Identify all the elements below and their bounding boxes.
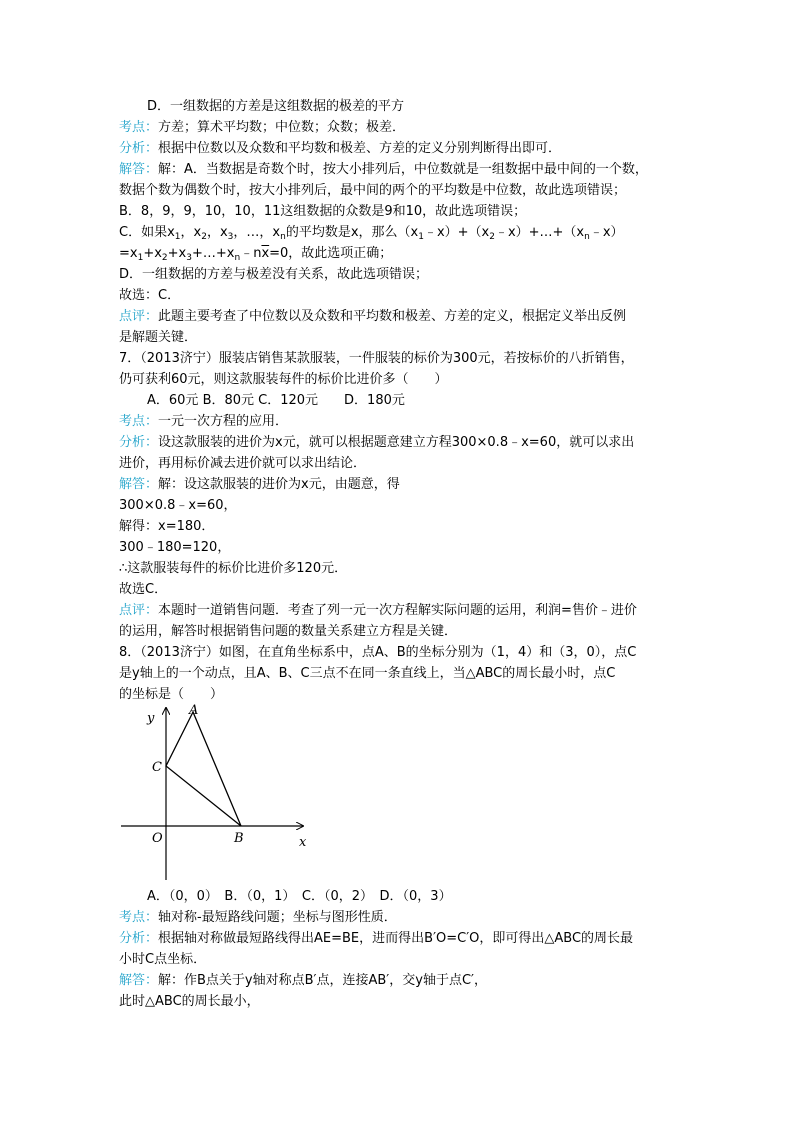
line-2: 考点：方差；算术平均数；中位数；众数；极差． (119, 120, 406, 135)
line-12: 是解题关键． (119, 330, 198, 345)
line-13: 7．（2013济宁）服装店销售某款服装，一件服装的标价为300元，若按标价的八折销售， (119, 351, 634, 366)
line-31: 考点：轴对称-最短路线问题；坐标与图形性质． (119, 910, 397, 925)
tag-dianping: 点评： (119, 309, 159, 324)
line-35: 此时△ABC的周长最小， (119, 994, 260, 1009)
line-9: D．一组数据的方差与极差没有关系，故此选项错误； (119, 267, 429, 282)
line-6: B．8，9，9，10，10，11这组数据的众数是9和10，故此选项错误； (119, 204, 527, 219)
tag-jieda: 解答： (119, 477, 159, 492)
line-27: 8．（2013济宁）如图，在直角坐标系中，点A、B的坐标分别为（1，4）和（3，0），点C (119, 645, 637, 660)
line-5: 数据个数为偶数个时，按大小排列后，最中间的两个的平均数是中位数，故此选项错误； (119, 183, 627, 198)
line-32: 分析：根据轴对称做最短路线得出AE=BE，进而得出B′O=C′O，即可得出△ABC的周长最 (119, 931, 634, 946)
label-x: x (299, 835, 307, 850)
tag-kaodian: 考点： (119, 414, 159, 429)
line-14: 仍可获利60元，则这款服装每件的标价比进价多（ ） (119, 372, 448, 387)
line-4: 解答：解：A．当数据是奇数个时，按大小排列后，中位数就是一组数据中最中间的一个数， (119, 162, 648, 177)
line-30: A．（0，0） B．（0，1） C．（0，2） D．（0，3） (147, 889, 452, 904)
triangle-abc (166, 712, 241, 826)
line-15: A．60元 B．80元 C．120元 D．180元 (147, 393, 405, 408)
line-10: 故选：C． (119, 288, 181, 303)
tag-kaodian: 考点： (119, 120, 159, 135)
tag-fenxi: 分析： (119, 435, 159, 450)
tag-fenxi: 分析： (119, 141, 159, 156)
line-29: 的坐标是（ ） (119, 687, 224, 702)
label-a: A (189, 703, 199, 718)
line-28: 是y轴上的一个动点，且A、B、C三点不在同一条直线上，当△ABC的周长最小时，点C (119, 666, 616, 681)
line-25: 点评：本题时一道销售问题．考查了列一元一次方程解实际问题的运用，利润=售价﹣进价 (119, 603, 637, 618)
line-7-formula: C．如果$x_1$，$x_2$，$x_3$，…，$x_n$的平均数是x，那么$(x_1﹣x)+(x_2﹣x)+\dots+(x_n﹣x)$ (119, 225, 624, 242)
tag-dianping: 点评： (119, 603, 159, 618)
line-21: 解得：x=180． (119, 519, 215, 534)
line-1: D．一组数据的方差是这组数据的极差的平方 (147, 99, 405, 114)
line-3: 分析：根据中位数以及众数和平均数和极差、方差的定义分别判断得出即可． (119, 141, 562, 156)
line-11: 点评：此题主要考查了中位数以及众数和平均数和极差、方差的定义，根据定义举出反例 (119, 309, 627, 324)
line-19: 解答：解：设这款服装的进价为x元，由题意，得 (119, 477, 400, 492)
line-23: ∴这款服装每件的标价比进价多120元． (119, 561, 348, 576)
coordinate-figure (115, 700, 315, 885)
line-18: 进价，再用标价减去进价就可以求出结论． (119, 456, 367, 471)
line-17: 分析：设这款服装的进价为x元，就可以根据题意建立方程300×0.8﹣x=60，就可以求出 (119, 435, 635, 450)
line-22: 300﹣180=120， (119, 540, 231, 555)
label-c: C (152, 760, 162, 775)
label-y: y (147, 711, 155, 726)
line-20: 300×0.8﹣x=60， (119, 498, 237, 513)
line-33: 小时C点坐标． (119, 952, 207, 967)
line-34: 解答：解：作B点关于y轴对称点B′点，连接AB′，交y轴于点C′， (119, 973, 487, 988)
tag-jieda: 解答： (119, 973, 159, 988)
label-b: B (234, 831, 244, 846)
tag-kaodian: 考点： (119, 910, 159, 925)
line-26: 的运用，解答时根据销售问题的数量关系建立方程是关键． (119, 624, 458, 639)
label-o: O (152, 831, 163, 846)
line-8-formula: $=x_1+x_2+x_3+\dots+x_n﹣n\overline{x}=0$，故此选项正确； (119, 246, 393, 263)
tag-fenxi: 分析： (119, 931, 159, 946)
line-16: 考点：一元一次方程的应用． (119, 414, 289, 429)
line-24: 故选C． (119, 582, 168, 597)
tag-jieda: 解答： (119, 162, 159, 177)
